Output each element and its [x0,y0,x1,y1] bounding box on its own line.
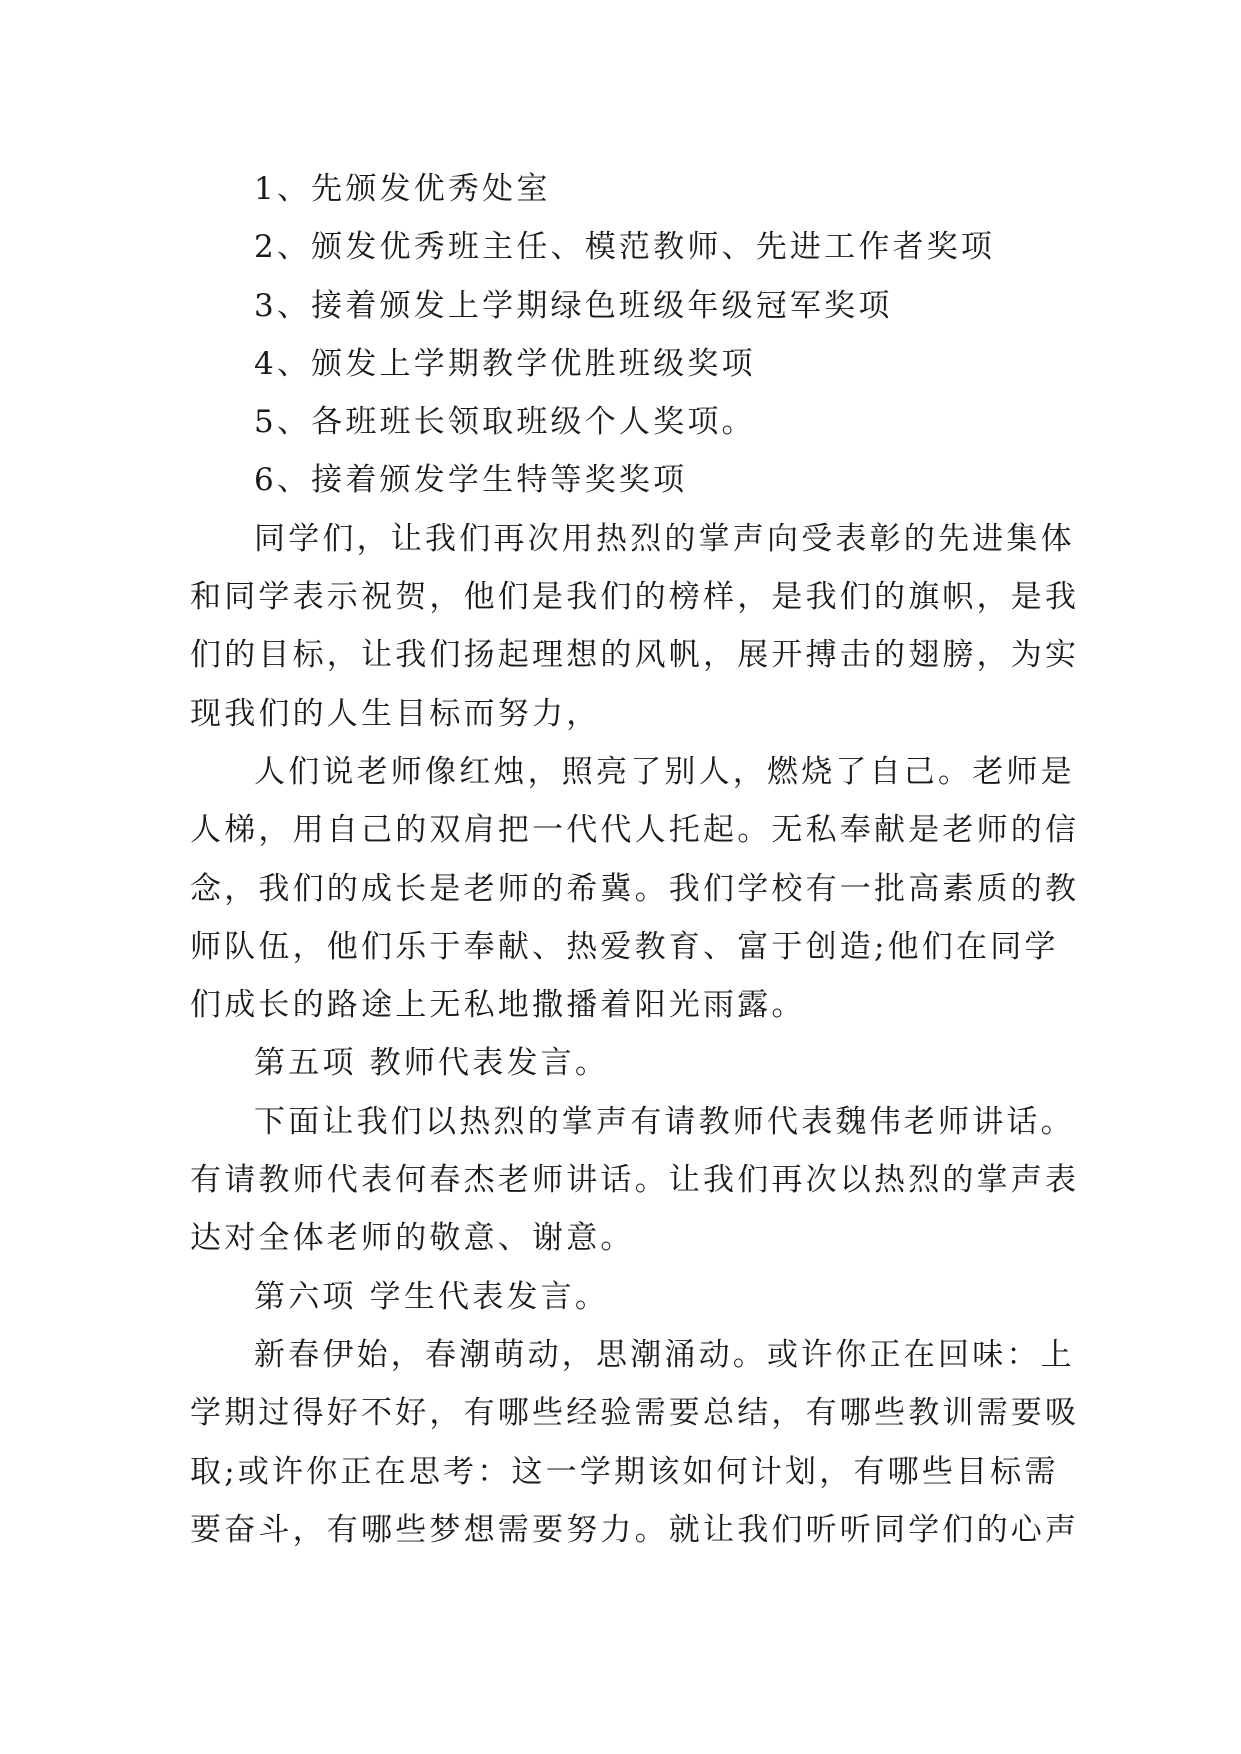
paragraph-line: 和同学表示祝贺，他们是我们的榜样，是我们的旗帜，是我 [190,579,1080,616]
list-item: 3、接着颁发上学期绿色班级年级冠军奖项 [254,287,893,324]
paragraph-teachers [190,743,1080,1034]
paragraph-line: 达对全体老师的敬意、谢意。 [190,1220,635,1257]
section-heading-item-five [190,1034,1050,1092]
list-item: 5、各班班长领取班级个人奖项。 [254,404,756,441]
paragraph-line: 学期过得好不好，有哪些经验需要总结，有哪些教训需要吸 [190,1395,1080,1432]
paragraph-line: 取;或许你正在思考：这一学期该如何计划，有哪些目标需 [190,1453,1059,1490]
paragraph-new-spring [190,1326,1080,1559]
paragraph-congratulations [190,510,1080,743]
list-item: 1、先颁发优秀处室 [254,171,551,207]
paragraph-line: 现我们的人生目标而努力， [190,695,601,732]
paragraph-line: 们成长的路途上无私地撒播着阳光雨露。 [190,987,806,1024]
document-body [190,160,1080,1559]
list-item: 2、颁发优秀班主任、模范教师、先进工作者奖项 [254,229,996,266]
paragraph-line: 们的目标，让我们扬起理想的风帆，展开搏击的翅膀，为实 [190,637,1080,674]
paragraph-line: 新春伊始，春潮萌动，思潮涌动。或许你正在回味：上 [254,1336,1075,1373]
paragraph-line: 下面让我们以热烈的掌声有请教师代表魏伟老师讲话。 [254,1103,1075,1140]
paragraph-line: 师队伍，他们乐于奉献、热爱教育、富于创造;他们在同学 [190,928,1059,965]
paragraph-line: 念，我们的成长是老师的希冀。我们学校有一批高素质的教 [190,870,1080,907]
paragraph-line: 有请教师代表何春杰老师讲话。让我们再次以热烈的掌声表 [190,1162,1080,1199]
paragraph-line: 人梯，用自己的双肩把一代代人托起。无私奉献是老师的信 [190,812,1080,849]
section-heading: 第六项 学生代表发言。 [254,1278,610,1315]
list-item: 4、颁发上学期教学优胜班级奖项 [254,345,756,382]
section-heading-item-six [190,1268,1050,1326]
paragraph-teacher-speech [190,1093,1080,1268]
paragraph-line: 人们说老师像红烛，照亮了别人，燃烧了自己。老师是 [254,753,1075,790]
section-heading: 第五项 教师代表发言。 [254,1045,610,1082]
paragraph-line: 同学们，让我们再次用热烈的掌声向受表彰的先进集体 [254,520,1075,557]
paragraph-line: 要奋斗，有哪些梦想需要努力。就让我们听听同学们的心声 [190,1511,1080,1548]
list-item: 6、接着颁发学生特等奖奖项 [254,462,688,499]
